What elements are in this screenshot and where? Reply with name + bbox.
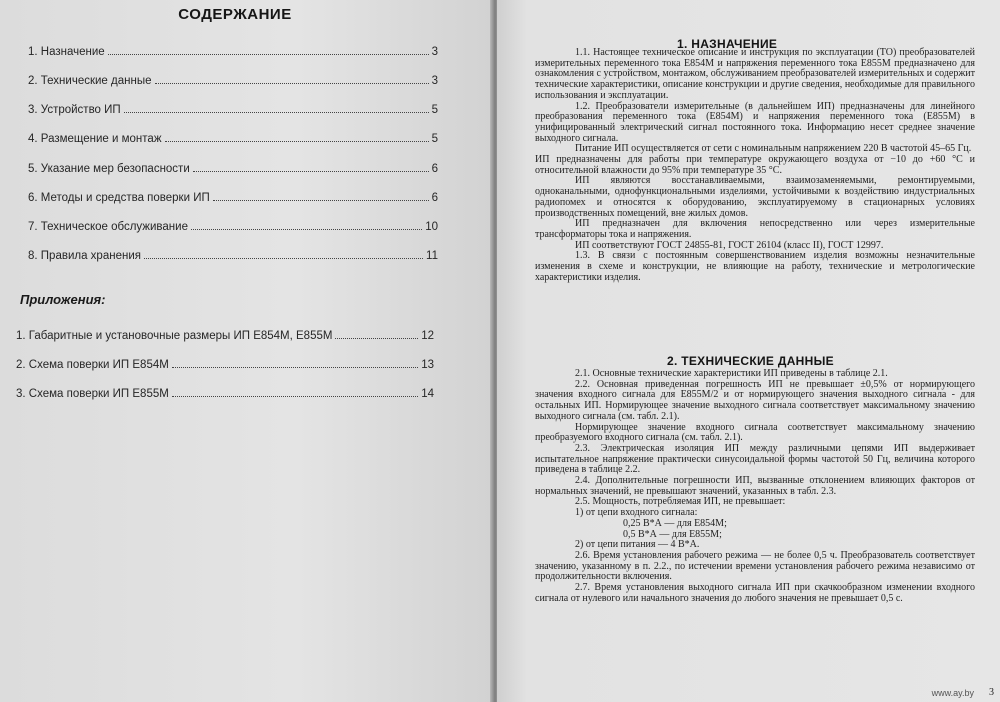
- appendix-item-page: 13: [421, 359, 434, 371]
- dot-leader: [124, 112, 429, 113]
- paragraph: 2.2. Основная приведенная погрешность ИП не превышает ±0,5% от нормирующего значения входного сигнала для Е855М/2 и от нормирующего значения выходного сигнала - для остальных ИП. Нормирующее значение выходного сигнала соответствует максимальному значению выходного сигнала (см. табл. 2.1).: [535, 378, 975, 422]
- paragraph: 2.6. Время установления рабочего режима — не более 0,5 ч. Преобразователь соответствует значению, указанному в п. 2.2., по истечении времени установления рабочего режима независимо от продолжительности включения.: [535, 549, 975, 583]
- toc-item-page: 5: [431, 104, 438, 116]
- appendix-item-label: 3. Схема поверки ИП Е855М: [16, 388, 169, 400]
- paragraph: 1.2. Преобразователи измерительные (в дальнейшем ИП) предназначены для линейного преобразования переменного тока (Е854М) и напряжения переменного тока (Е855М) в унифицированный электрический сигнал постоянного тока. Информацию несет среднее значение выходного сигнала.: [535, 100, 975, 144]
- toc-title: СОДЕРЖАНИЕ: [178, 6, 292, 23]
- toc-item: [28, 129, 438, 145]
- toc-item-page: 10: [425, 221, 438, 233]
- dot-leader: [335, 338, 418, 339]
- power-item: 0,25 В*А — для Е854М;: [623, 517, 727, 529]
- dot-leader: [213, 200, 429, 201]
- appendix-item: [16, 355, 434, 371]
- paragraph: ИП предназначены для работы при температуре окружающего воздуха от −10 до +60 °С и относительной влажности до 95% при температуре 35 °С.: [535, 154, 975, 176]
- toc-item-label: 6. Методы и средства поверки ИП: [28, 192, 210, 204]
- paragraph: 2.5. Мощность, потребляемая ИП, не превышает:: [575, 496, 786, 508]
- power-item: 2) от цепи питания — 4 В*А.: [575, 539, 700, 551]
- appendix-title: Приложения:: [20, 292, 106, 307]
- paragraph: 1.1. Настоящее техническое описание и инструкция по эксплуатации (ТО) преобразователей измерительных переменного тока Е854М и напряжения переменного тока Е855М предназначено для ознакомления с устройством, монтажом, обслуживанием преобразователей измерительных и содержит технические характеристики, описание конструкции и другие сведения, необходимые для правильного использования и эксплуатации.: [535, 47, 975, 101]
- toc-item: [28, 159, 438, 175]
- toc-item-label: 2. Технические данные: [28, 75, 152, 87]
- paragraph: ИП соответствуют ГОСТ 24855-81, ГОСТ 26104 (класс II), ГОСТ 12997.: [575, 239, 884, 251]
- right-page: [497, 0, 1000, 702]
- paragraph: ИП являются восстанавливаемыми, взаимозаменяемыми, ремонтируемыми, одноканальными, однофункциональными изделиями, устойчивыми к воздействию индустриальных радиопомех и относятся к оборудованию, эксплуатируемому в стационарных условиях производственных помещений, вне жилых домов.: [535, 175, 975, 219]
- toc-item-page: 6: [431, 163, 438, 175]
- dot-leader: [108, 54, 429, 55]
- appendix-item: [16, 384, 434, 400]
- toc-item: [28, 71, 438, 87]
- toc-item-label: 8. Правила хранения: [28, 250, 141, 262]
- section-2-body: [535, 369, 975, 604]
- dot-leader: [193, 171, 429, 172]
- toc-item-page: 3: [431, 75, 438, 87]
- paragraph: Нормирующее значение входного сигнала соответствует максимальному значению преобразуемого входного сигнала (см. табл. 2.1).: [535, 421, 975, 444]
- toc-item-page: 5: [431, 133, 438, 145]
- paragraph: 2.3. Электрическая изоляция ИП между различными цепями ИП выдерживает испытательное напряжение практически синусоидальной формы частотой 50 Гц, величина которого приведена в таблице 2.2.: [535, 442, 975, 476]
- appendix-item-page: 12: [421, 330, 434, 342]
- dot-leader: [144, 258, 423, 259]
- toc-item-page: 6: [431, 192, 438, 204]
- section-1-body: [535, 48, 975, 283]
- appendix-item-page: 14: [421, 388, 434, 400]
- appendix-item-label: 1. Габаритные и установочные размеры ИП Е854М, Е855М: [16, 330, 333, 342]
- power-item: 0,5 В*А — для Е855М;: [623, 528, 722, 540]
- toc-item: [28, 100, 438, 116]
- toc-item-label: 7. Техническое обслуживание: [28, 221, 188, 233]
- toc-item: [28, 188, 438, 204]
- toc-item-page: 11: [426, 250, 438, 262]
- paragraph: 2.4. Дополнительные погрешности ИП, вызванные отклонением влияющих факторов от нормальных значений, не превышают значений, указанных в табл. 2.3.: [535, 475, 975, 497]
- toc-item-label: 4. Размещение и монтаж: [28, 133, 162, 145]
- dot-leader: [155, 83, 429, 84]
- appendix-item: [16, 326, 434, 342]
- paragraph: 2.7. Время установления выходного сигнала ИП при скачкообразном изменении входного сигнала от нулевого или начального значения до любого значения не превышает 0,5 с.: [535, 582, 975, 604]
- dot-leader: [191, 229, 422, 230]
- dot-leader: [172, 396, 418, 397]
- appendix-item-label: 2. Схема поверки ИП Е854М: [16, 359, 169, 371]
- paragraph: 1.3. В связи с постоянным совершенствованием изделия возможны незначительные изменения в схеме и конструкции, не влияющие на работу, технические и метрологические характеристики изделия.: [535, 250, 975, 283]
- toc-item: [28, 217, 438, 233]
- paragraph: 2.1. Основные технические характеристики ИП приведены в таблице 2.1.: [575, 368, 888, 379]
- toc-item-label: 5. Указание мер безопасности: [28, 163, 190, 175]
- left-page: [0, 0, 493, 702]
- dot-leader: [172, 367, 418, 368]
- toc-item-page: 3: [431, 46, 438, 58]
- toc-item-label: 1. Назначение: [28, 46, 105, 58]
- paragraph: ИП предназначен для включения непосредственно или через измерительные трансформаторы тока и напряжения.: [535, 218, 975, 240]
- watermark: www.ay.by: [931, 688, 974, 698]
- page-number: 3: [989, 687, 994, 698]
- toc-item: [28, 42, 438, 58]
- power-item: 1) от цепи входного сигнала:: [575, 507, 698, 519]
- paragraph: Питание ИП осуществляется от сети с номинальным напряжением 220 В частотой 45–65 Гц.: [575, 143, 972, 155]
- toc-item: [28, 246, 438, 262]
- toc-item-label: 3. Устройство ИП: [28, 104, 121, 116]
- dot-leader: [165, 141, 429, 142]
- section-2-title: 2. ТЕХНИЧЕСКИЕ ДАННЫЕ: [667, 354, 834, 368]
- section-1-title: 1. НАЗНАЧЕНИЕ: [677, 37, 778, 51]
